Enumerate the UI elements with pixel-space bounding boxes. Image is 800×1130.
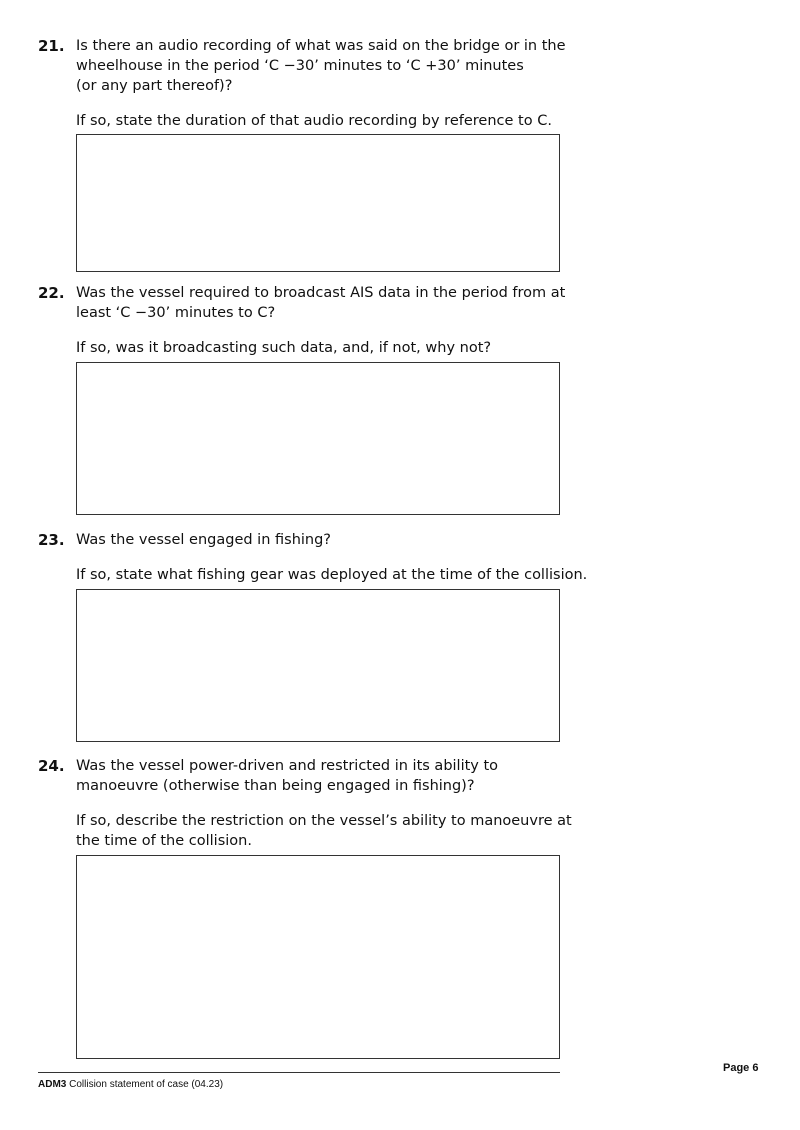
- answer-box-21[interactable]: [76, 134, 560, 272]
- question-24: [38, 756, 578, 851]
- answer-box-23[interactable]: [76, 589, 560, 742]
- question-followup: [76, 811, 578, 851]
- footer-form-reference: [38, 1079, 223, 1091]
- question-23: [38, 530, 588, 585]
- question-line: manoeuvre (otherwise than being engaged in fishing)?: [76, 778, 475, 794]
- question-number: 22.: [38, 284, 65, 302]
- question-line: (or any part thereof)?: [76, 78, 233, 94]
- question-line: Was the vessel engaged in fishing?: [76, 532, 331, 548]
- form-code: ADM3: [38, 1079, 67, 1090]
- question-text: [76, 283, 578, 323]
- form-title: Collision statement of case (04.23): [69, 1079, 224, 1090]
- footer-divider: [38, 1072, 560, 1073]
- question-number: 23.: [38, 531, 65, 549]
- question-line: Was the vessel required to broadcast AIS data in the period from at: [76, 285, 566, 301]
- question-followup: [76, 111, 578, 131]
- question-line: least ‘C −30’ minutes to C?: [76, 305, 276, 321]
- answer-box-24[interactable]: [76, 855, 560, 1059]
- page-number: Page 6: [723, 1062, 759, 1074]
- followup-line: If so, state the duration of that audio recording by reference to C.: [76, 113, 552, 129]
- question-number: 24.: [38, 757, 65, 775]
- question-line: Is there an audio recording of what was said on the bridge or in the: [76, 38, 566, 54]
- followup-line: If so, state what fishing gear was deployed at the time of the collision.: [76, 567, 588, 583]
- question-text: [76, 36, 578, 96]
- question-text: [76, 756, 578, 796]
- question-22: [38, 283, 578, 358]
- question-text: [76, 530, 578, 550]
- question-line: wheelhouse in the period ‘C −30’ minutes to ‘C +30’ minutes: [76, 58, 524, 74]
- question-followup: [76, 565, 588, 585]
- followup-line: If so, describe the restriction on the vessel’s ability to manoeuvre at: [76, 813, 572, 829]
- question-21: [38, 36, 578, 131]
- question-line: Was the vessel power-driven and restricted in its ability to: [76, 758, 499, 774]
- question-followup: [76, 338, 578, 358]
- followup-line: If so, was it broadcasting such data, and, if not, why not?: [76, 340, 492, 356]
- answer-box-22[interactable]: [76, 362, 560, 515]
- followup-line: the time of the collision.: [76, 833, 252, 849]
- question-number: 21.: [38, 37, 65, 55]
